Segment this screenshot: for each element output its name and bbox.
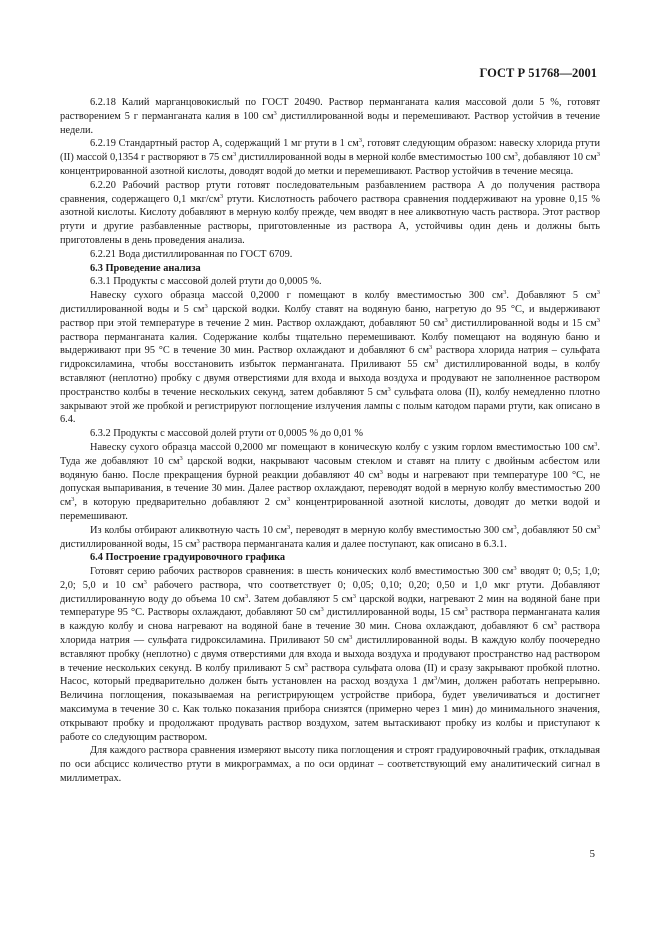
paragraph-6-2-21: 6.2.21 Вода дистиллированная по ГОСТ 6709.: [90, 248, 293, 260]
page-number: 5: [589, 848, 595, 860]
paragraph-6-3-2-aliquot: Из колбы отбирают аликвотную часть 10 $см^3$, переводят в мерную колбу вместимостью 300 $см^3$, добавляют 50 $см^3$ дистиллированной воды, 15 $см^3$ раствора перманганата калия и далее поступают, как описано в 6.3.1.: [60, 523, 600, 550]
paragraph-6-2-20: 6.2.20 Рабочий раствор ртути готовят последовательным разбавлением раствора А до получения раствора сравнения, содержащего 0,1 мкг/$см^3$ ртути. Кислотность рабочего раствора сравнения поддерживают на уровне 0,15 % азотной кислоты. Кислоту добавляют в мерную колбу прежде, чем вводят в нее аликвотную часть раствора. Этот раствор ртути и другие разбавленные растворы, приготовленные из раствора А, устойчивы один день и должны быть приготовлены в день проведения анализа.: [60, 179, 600, 246]
paragraph-6-3-2: 6.3.2 Продукты с массовой долей ртути от 0,0005 % до 0,01 %: [90, 428, 363, 440]
section-heading-6-4: 6.4 Построение градуировочного графика: [90, 552, 286, 564]
paragraph-6-4-procedure: Готовят серию рабочих растворов сравнения: в шесть конических колб вместимостью 300 $см^3$ вводят 0; 0,5; 1,0; 2,0; 5,0 и 10 $см^3$ рабочего раствора, что соответствует 0; 0,05; 0,10; 0,20; 0,50 и 1,0 мкг ртути. Добавляют дистиллированную воду до объема 10 $см^3$. Затем добавляют 5 $см^3$ царской водки, нагревают 2 мин на водяной бане при температуре 95 °С. Растворы охлаждают, добавляют 50 $см^3$ дистиллированной воды, 15 $см^3$ раствора перманганата калия в каждую колбу и снова нагревают на водяной бане в течение 30 мин. Снова охлаждают, добавляют 6 $см^3$ раствора хлорида натрия — сульфата гидроксиламина. Приливают 50 $см^3$ дистиллированной воды. В каждую колбу поочередно вставляют пробку (неплотно) с двумя отверстиями для входа и выхода воздуха и продувают пространство над раствором в течение нескольких секунд. В колбу приливают 5 $см^3$ раствора сульфата олова (II) и сразу закрывают пробкой плотно. Насос, который предварительно должен быть установлен на расход воздуха 1 $дм^3$/мин, должен работать непрерывно. Величина поглощения, показываемая на регистрирующем устройстве прибора, будет увеличиваться и достигнет максимума в течение 30 с. Как только показания прибора снизятся (примерно через 1 мин) до минимального значения, открывают пробку и продолжают продувать раствор воздухом, затем вытаскивают пробку из колбы и приступают к работе со следующим раствором.: [60, 565, 601, 743]
document-body: [60, 96, 600, 786]
paragraph-6-3-1: 6.3.1 Продукты с массовой долей ртути до 0,0005 %.: [90, 276, 322, 288]
paragraph-6-2-19: 6.2.19 Стандартный растор А, содержащий 1 мг ртути в 1 $см^3$, готовят следующим образом: навеску хлорида ртути (II) массой 0,1354 г растворяют в 75 $см^3$ дистиллированной воды в мерной колбе вместимостью 100 $см^3$, добавляют 10 $см^3$ концентрированной азотной кислоты, доводят водой до метки и перемешивают. Раствор устойчив в течение месяца.: [60, 137, 601, 177]
standard-header: ГОСТ Р 51768—2001: [479, 66, 597, 80]
section-heading-6-3: 6.3 Проведение анализа: [90, 262, 201, 274]
paragraph-6-4-graph: Для каждого раствора сравнения измеряют высоту пика поглощения и строят градуировочный график, откладывая по оси абсцисс количество ртути в микрограммах, а по оси ординат – соответствующий ему аналитический сигнал в миллиметрах.: [60, 745, 600, 785]
paragraph-6-2-18: 6.2.18 Калий марганцовокислый по ГОСТ 20490. Раствор перманганата калия массовой доли 5 %, готовят растворением 5 г перманганата калия в 100 $см^3$ дистиллированной воды и перемешивают. Раствор устойчив в течение недели.: [60, 97, 601, 136]
paragraph-6-3-1-procedure: Навеску сухого образца массой 0,2000 г помещают в колбу вместимостью 300 $см^3$. Добавляют 5 $см^3$ дистиллированной воды и 5 $см^3$ царской водки. Колбу ставят на водяную баню, нагретую до 95 °С, и выдерживают раствор при этой температуре в течение 2 мин. Раствор охлаждают, добавляют 50 $см^3$ дистиллированной воды и 15 $см^3$ раствора перманганата калия. Содержание колбы тщательно перемешивают. Колбу помещают на водяную баню и выдерживают при 95 °С в течение 30 мин. Раствор охлаждают и добавляют 6 $см^3$ раствора хлорида натрия – сульфата гидроксиламина, чтобы восстановить избыток перманганата. Приливают 55 $см^3$ дистиллированной воды, в колбу вставляют (неплотно) пробку с двумя отверстиями для входа и выхода воздуха и продувают не заполненное раствором пространство колбы в течение нескольких секунд, затем добавляют 5 $см^3$ сульфата олова (II), колбу немедленно плотно закрывают этой же пробкой и регистрируют поглощение излучения лампы с полым катодом парами ртути, как описано в 6.4.: [60, 289, 601, 426]
paragraph-6-3-2-procedure: Навеску сухого образца массой 0,2000 мг помещают в коническую колбу с узким горлом вместимостью 100 $см^3$. Туда же добавляют 10 $см^3$ царской водки, накрывают часовым стеклом и ставят на плиту с двойным асбестом или водяную баню. После прекращения бурной реакции добавляют 40 $см^3$ воды и нагревают при температуре 100 °С, не допуская выпаривания, в течение 30 мин. Далее раствор охлаждают, переводят водой в мерную колбу вместимостью 200 $см^3$, в которую предварительно добавляют 2 $см^3$ концентрированной азотной кислоты, доводят до метки водой и перемешивают.: [60, 440, 601, 522]
